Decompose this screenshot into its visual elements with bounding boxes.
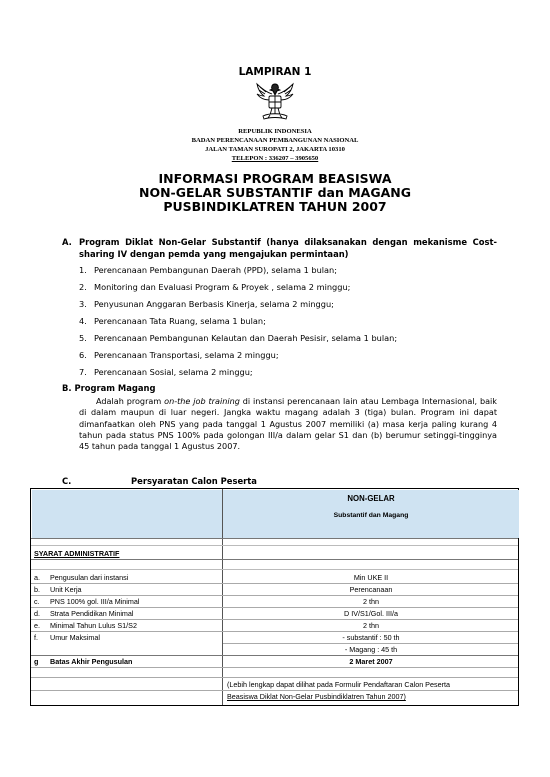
row-value: 2 thn [363, 621, 379, 630]
list-item: 6. Perencanaan Transportasi, selama 2 minggu; [79, 350, 279, 360]
row-letter: f. [34, 633, 38, 642]
garuda-emblem-icon [255, 80, 295, 122]
lampiran-label: LAMPIRAN 1 [238, 66, 312, 78]
group-label: SYARAT ADMINISTRATIF [34, 549, 120, 558]
org-telephone: TELEPON : 336207 – 3905650 [231, 155, 319, 162]
section-a-heading: Program Diklat Non-Gelar Substantif (hanya dilaksanakan dengan mekanisme Cost-sharing IV dengan pemda yang mengajukan permintaan) [79, 237, 497, 259]
list-item: 5. Perencanaan Pembangunan Kelautan dan Daerah Pesisir, selama 1 bulan; [79, 333, 398, 343]
title-line-3: PUSBINDIKLATREN TAHUN 2007 [163, 199, 387, 214]
row-label: Minimal Tahun Lulus S1/S2 [50, 621, 137, 630]
row-label: Batas Akhir Pengusulan [50, 657, 133, 666]
section-b-heading: B. Program Magang [62, 383, 156, 393]
list-item: 3. Penyusunan Anggaran Berbasis Kinerja, selama 2 minggu; [79, 299, 334, 309]
section-b-paragraph: Adalah program on-the job training di instansi perencanaan lain atau Lembaga Internasional, baik di dalam maupun di luar negeri. Jangka waktu magang adalah 3 (tiga) bulan. Program ini dapat dimanfaatkan oleh PNS yang pada tanggal 1 Agustus 2007 memiliki (a) masa kerja paling kurang 4 tahun pada status PNS 100% pada golongan III/a dalam gelar S1 dan (b) berumur setinggi-tingginya 45 tahun pada tanggal 1 Agustus 2007. [79, 396, 497, 452]
list-item: 1. Perencanaan Pembangunan Daerah (PPD), selama 1 bulan; [79, 265, 338, 275]
row-value: Min UKE II [353, 573, 389, 582]
title-line-1: INFORMASI PROGRAM BEASISWA [158, 171, 392, 186]
row-letter: e. [34, 621, 40, 630]
row-label: PNS 100% gol. III/a Minimal [50, 597, 140, 606]
row-letter: a. [34, 573, 40, 582]
table-header-substantif: Substantif dan Magang [333, 512, 409, 519]
row-letter: c. [34, 597, 40, 606]
row-label: Unit Kerja [50, 585, 82, 594]
section-a-letter: A. [62, 237, 72, 247]
row-letter: d. [34, 609, 40, 618]
section-c-heading: Persyaratan Calon Peserta [131, 476, 257, 486]
row-label: Strata Pendidikan Minimal [50, 609, 134, 618]
row-value-deadline: 2 Maret 2007 [349, 657, 393, 666]
row-letter: g [34, 657, 39, 666]
list-item: 2. Monitoring dan Evaluasi Program & Proyek , selama 2 minggu; [79, 282, 351, 292]
row-label: Umur Maksimal [50, 633, 100, 642]
list-item: 7. Perencanaan Sosial, selama 2 minggu; [79, 367, 253, 377]
note-line-1: (Lebih lengkap dapat dilihat pada Formulir Pendaftaran Calon Peserta [227, 680, 450, 689]
row-label: Pengusulan dari instansi [50, 573, 129, 582]
row-letter: b. [34, 585, 40, 594]
org-line-3: JALAN TAMAN SUROPATI 2, JAKARTA 10310 [205, 146, 345, 153]
row-value: Perencanaan [349, 585, 393, 594]
row-value: - substantif : 50 th [342, 633, 400, 642]
title-line-2: NON-GELAR SUBSTANTIF dan MAGANG [139, 185, 411, 200]
row-value: 2 thn [363, 597, 379, 606]
section-c-letter: C. [62, 476, 72, 486]
org-line-1: REPUBLIK INDONESIA [238, 128, 312, 135]
table-header-nongelar: NON-GELAR [347, 494, 395, 503]
org-line-2: BADAN PERENCANAAN PEMBANGUNAN NASIONAL [191, 137, 359, 144]
requirements-table [30, 488, 519, 706]
list-item: 4. Perencanaan Tata Ruang, selama 1 bulan; [79, 316, 266, 326]
row-value-magang: - Magang : 45 th [344, 645, 398, 654]
note-line-2: Beasiswa Diklat Non-Gelar Pusbindiklatren Tahun 2007) [227, 692, 406, 701]
row-value: D IV/S1/Gol. III/a [344, 609, 398, 618]
